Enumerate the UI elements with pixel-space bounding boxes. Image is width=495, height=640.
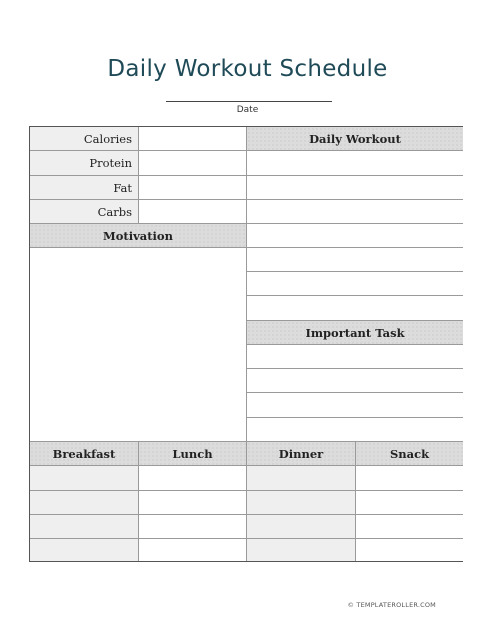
fat-label: Fat (30, 176, 139, 200)
task-line[interactable] (247, 418, 463, 442)
date-line[interactable] (166, 101, 332, 102)
workout-line[interactable] (247, 248, 463, 272)
schedule-table (29, 126, 463, 562)
lunch-header: Lunch (139, 442, 247, 466)
lunch-cell[interactable] (139, 466, 247, 491)
lunch-cell[interactable] (139, 539, 247, 561)
important-task-header: Important Task (247, 321, 463, 345)
dinner-cell[interactable] (247, 466, 356, 491)
workout-line[interactable] (247, 200, 463, 224)
workout-line[interactable] (247, 272, 463, 296)
carbs-field[interactable] (139, 200, 247, 224)
snack-header: Snack (356, 442, 463, 466)
protein-field[interactable] (139, 151, 247, 176)
carbs-label: Carbs (30, 200, 139, 224)
lunch-cell[interactable] (139, 515, 247, 539)
footer-credit: © TEMPLATEROLLER.COM (347, 601, 436, 609)
dinner-cell[interactable] (247, 515, 356, 539)
breakfast-cell[interactable] (30, 539, 139, 561)
snack-cell[interactable] (356, 515, 463, 539)
workout-line[interactable] (247, 151, 463, 176)
task-line[interactable] (247, 393, 463, 418)
breakfast-header: Breakfast (30, 442, 139, 466)
task-line[interactable] (247, 369, 463, 393)
snack-cell[interactable] (356, 539, 463, 561)
task-line[interactable] (247, 345, 463, 369)
workout-line[interactable] (247, 176, 463, 200)
daily-workout-header: Daily Workout (247, 127, 463, 151)
dinner-cell[interactable] (247, 491, 356, 515)
calories-field[interactable] (139, 127, 247, 151)
protein-label: Protein (30, 151, 139, 176)
breakfast-cell[interactable] (30, 466, 139, 491)
breakfast-cell[interactable] (30, 491, 139, 515)
lunch-cell[interactable] (139, 491, 247, 515)
snack-cell[interactable] (356, 466, 463, 491)
page-title: Daily Workout Schedule (107, 56, 388, 82)
calories-label: Calories (30, 127, 139, 151)
date-label: Date (236, 105, 259, 115)
breakfast-cell[interactable] (30, 515, 139, 539)
workout-line[interactable] (247, 224, 463, 248)
workout-line[interactable] (247, 296, 463, 321)
fat-field[interactable] (139, 176, 247, 200)
motivation-field[interactable] (30, 248, 247, 442)
dinner-cell[interactable] (247, 539, 356, 561)
snack-cell[interactable] (356, 491, 463, 515)
dinner-header: Dinner (247, 442, 356, 466)
motivation-header: Motivation (30, 224, 247, 248)
